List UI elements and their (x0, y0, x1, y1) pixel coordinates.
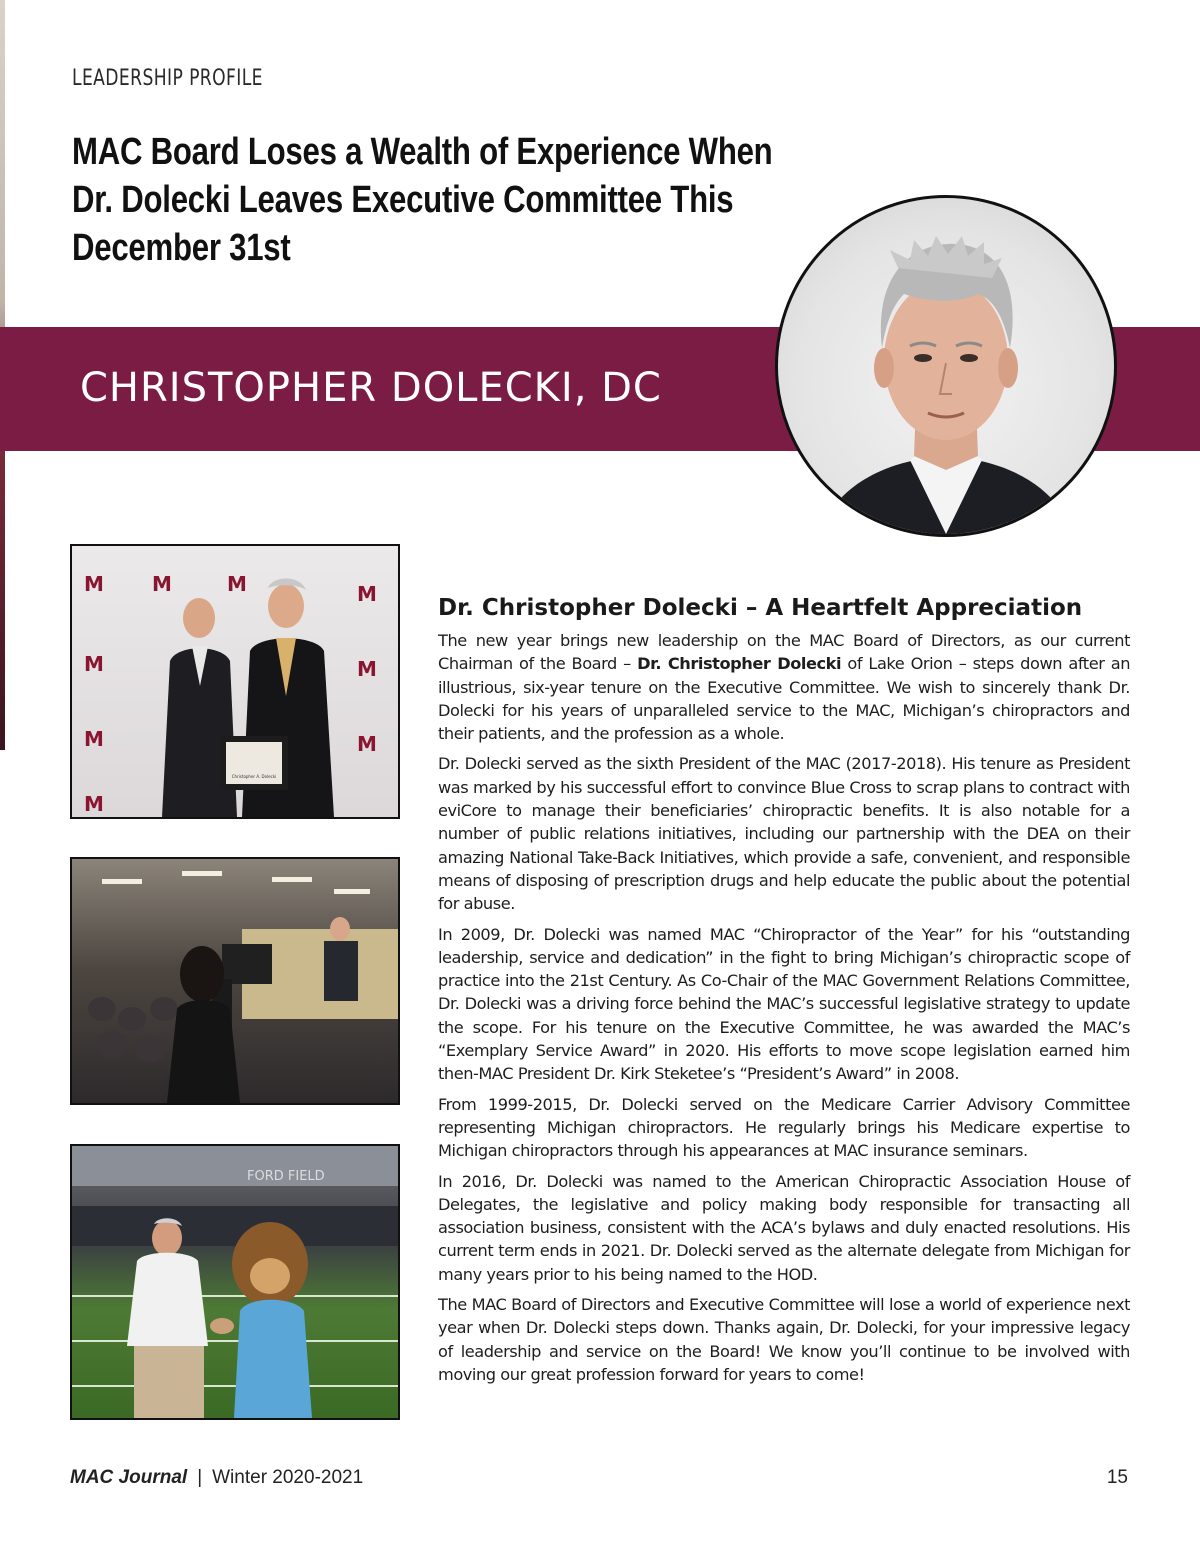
backdrop-logo: M (84, 727, 104, 751)
portrait-photo (775, 195, 1117, 537)
headline-line-1: MAC Board Loses a Wealth of Experience When (72, 131, 773, 173)
backdrop-logo: M (152, 572, 172, 596)
headline-line-2: Dr. Dolecki Leaves Executive Committee This (72, 179, 734, 221)
bold-name: Dr. Christopher Dolecki (637, 654, 842, 674)
paragraph-text: The new year brings new leadership on the MAC Board of Directors, as our current Chairman of the Board – (438, 631, 1130, 674)
backdrop-logo: M (227, 572, 247, 596)
article-paragraph (438, 629, 1130, 745)
article-heading: Dr. Christopher Dolecki – A Heartfelt Appreciation (438, 595, 1083, 621)
award-photo (70, 544, 400, 819)
headline-line-3: December 31st (72, 227, 291, 269)
backdrop-logo: M (357, 582, 377, 606)
article-paragraph: The MAC Board of Directors and Executive Committee will lose a world of experience next year when Dr. Dolecki steps down. Thanks again, Dr. Dolecki, for your impressive legacy of leadership and service on the Board! We know you’ll continue to be involved with moving our great profession forward for years to come! (438, 1295, 1130, 1384)
page-footer (70, 1467, 1130, 1497)
backdrop-logo: M (357, 732, 377, 756)
issue-label: Winter 2020-2021 (212, 1467, 364, 1488)
backdrop-logo: M (84, 792, 104, 816)
article-paragraph: From 1999-2015, Dr. Dolecki served on the Medicare Carrier Advisory Committee representing Michigan chiropractors. He regularly brings his Medicare expertise to Michigan chiropractors through his appearances at MAC insurance seminars. (438, 1094, 1130, 1161)
page-number: 15 (1106, 1467, 1128, 1488)
footer-separator: | (197, 1467, 203, 1488)
headline (72, 128, 851, 272)
backdrop-logo: M (357, 657, 377, 681)
journal-title: MAC Journal (70, 1467, 188, 1488)
article (438, 592, 1130, 1393)
stadium-photo (70, 1144, 400, 1420)
stadium-sign: FORD FIELD (247, 1169, 325, 1184)
article-paragraph: Dr. Dolecki served as the sixth President of the MAC (2017-2018). His tenure as President was marked by his successful effort to convince Blue Cross to scrap plans to contract with eviCore to manage their beneficiaries’ chiropractic benefits. It is also notable for a number of public relations initiatives, including our partnership with the DEA on their amazing National Take-Back Initiatives, which provide a safe, convenient, and responsible means of disposing of prescription drugs and help educate the public about the potential for abuse. (438, 754, 1130, 914)
profile-name: CHRISTOPHER DOLECKI, DC (80, 365, 662, 411)
section-label: LEADERSHIP PROFILE (72, 66, 263, 91)
backdrop-logo: M (84, 652, 104, 676)
conference-photo (70, 857, 400, 1105)
plaque-caption: Christopher A. Dolecki (231, 774, 277, 779)
paragraph-text: of Lake Orion – steps down after an illustrious, six-year tenure on the Executive Committee. We wish to sincerely thank Dr. Dolecki for his years of unparalleled service to the MAC, Michigan’s chiropractors and their patients, and the profession as a whole. (438, 654, 1130, 744)
backdrop-logo: M (84, 572, 104, 596)
article-paragraph: In 2009, Dr. Dolecki was named MAC “Chiropractor of the Year” for his “outstanding leadership, service and dedication” in the fight to bring Michigan’s chiropractic scope of practice into the 21st Century. As Co-Chair of the MAC Government Relations Committee, Dr. Dolecki was a driving force behind the MAC’s successful legislative strategy to update the scope. For his tenure on the Executive Committee, he was awarded the MAC’s “Exemplary Service Award” in 2020. His efforts to move scope legislation earned him then-MAC President Dr. Kirk Steketee’s “President’s Award” in 2008. (438, 924, 1130, 1084)
article-paragraph: In 2016, Dr. Dolecki was named to the American Chiropractic Association House of Delegates, the legislative and policy making body responsible for transacting all association business, consistent with the ACA’s bylaws and duly enacted resolutions. His current term ends in 2021. Dr. Dolecki served as the alternate delegate from Michigan for many years prior to his being named to the HOD. (438, 1171, 1130, 1284)
